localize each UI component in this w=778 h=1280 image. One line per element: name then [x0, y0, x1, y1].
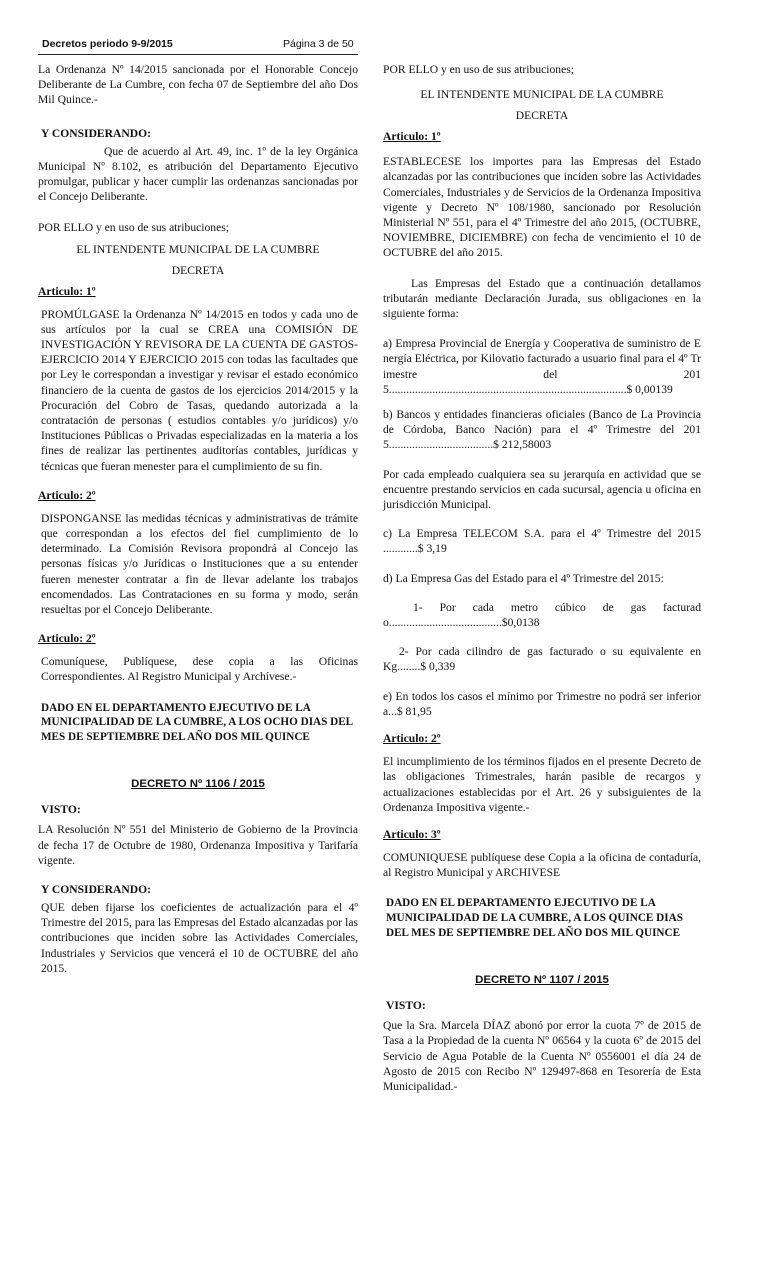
intendente-line: EL INTENDENTE MUNICIPAL DE LA CUMBRE — [76, 242, 320, 256]
article-1-text-right: ESTABLECESE los importes para las Empresas del Estado alcanzadas por las contribuciones que inciden sobre las Actividades Comerciales, Industriales y de Servicios de la Ordenanza Impositiva vigente y Decreto Nº 108/1980, sancionado por Resolución Ministerial Nº 551, para el 4º Trimestre del año 2015, (OCTUBRE, NOVIEMBRE, DICIEMBRE) con fecha de vencimiento el 10 de OCTUBRE del año 2015. — [383, 155, 701, 260]
visto-text-right: Que la Sra. Marcela DÍAZ abonó por error la cuota 7º de 2015 de Tasa a la Propiedad de la cuenta Nº 06564 y la cuota 6º de 2015 del Servicio de Agua Potable de la Cuenta Nº 0556001 el día 24 de Agosto de 2015 con Recibo Nº 129497-868 en Tesorería de Esta Municipalidad.- — [383, 1019, 701, 1093]
dado-block-right: DADO EN EL DEPARTAMENTO EJECUTIVO DE LA MUNICIPALIDAD DE LA CUMBRE, A LOS QUINCE DIAS DEL MES DE SEPTIEMBRE DEL AÑO DOS MIL QUINCE — [386, 897, 683, 939]
intendente-line-right: EL INTENDENTE MUNICIPAL DE LA CUMBRE — [420, 88, 664, 102]
visto-heading: VISTO: — [41, 803, 81, 817]
empleado-text: Por cada empleado cualquiera sea su jerarquía en actividad que se encuentre prestando servicios en cada sucursal, agencia u oficina en jurisdicción Municipal. — [383, 467, 701, 512]
right-column — [383, 62, 701, 1094]
decree-1107-title: DECRETO Nº 1107 / 2015 — [475, 974, 609, 987]
decreta-line: DECRETA — [171, 263, 225, 277]
left-column — [38, 60, 358, 976]
ordinance-intro: La Ordenanza Nº 14/2015 sancionada por el Honorable Concejo Deliberante de La Cumbre, con fecha 07 de Septiembre del año Dos Mil Quince.- — [38, 63, 358, 107]
item-d2: 2- Por cada cilindro de gas facturado o su equivalente en Kg........$ 0,339 — [383, 645, 701, 674]
page-number: Página 3 de 50 — [283, 38, 354, 50]
article-1-heading-right: Articulo: 1º — [383, 130, 441, 144]
considerando-heading-2: Y CONSIDERANDO: — [41, 883, 152, 897]
item-c: c) La Empresa TELECOM S.A. para el 4º Trimestre del 2015 ............$ 3,19 — [383, 527, 701, 556]
visto-heading-right: VISTO: — [386, 999, 426, 1013]
item-d1: 1- Por cada metro cúbico de gas facturado.......................................$0,0138 — [383, 600, 701, 630]
article-2-text-right: El incumplimiento de los términos fijados en el presente Decreto de las obligaciones Trimestrales, harán pasible de recargos y actualizaciones establecidas por el Art. 26 y subsiguientes de la Ordenanza Impositiva vigente.- — [383, 755, 701, 814]
article-3-heading: Articulo: 2º — [38, 632, 96, 646]
article-2-heading: Articulo: 2º — [38, 488, 96, 502]
article-2-heading-right: Articulo: 2º — [383, 732, 441, 746]
por-ello-text-right: POR ELLO y en uso de sus atribuciones; — [383, 63, 574, 76]
item-d: d) La Empresa Gas del Estado para el 4º Trimestre del 2015: — [383, 571, 664, 585]
item-e: e) En todos los casos el mínimo por Trimestre no podrá ser inferior a...$ 81,95 — [383, 689, 701, 718]
article-2-text: DISPONGANSE las medidas técnicas y administrativas de trámite que correspondan a los efectos del fiel cumplimiento de lo determinado. La Comisión Revisora propondrá al Concejo las personas físicas y/o Jurídicas o Instituciones que a su entender fueren menester contratar a fin de llevar adelante los trabajos encomendados. Las Contrataciones en su forma y modo, serán resueltas por el Concejo Deliberante. — [41, 511, 358, 617]
decree-1106-title: DECRETO Nº 1106 / 2015 — [131, 778, 265, 791]
dado-block: DADO EN EL DEPARTAMENTO EJECUTIVO DE LA MUNICIPALIDAD DE LA CUMBRE, A LOS OCHO DIAS DEL MES DE SEPTIEMBRE DEL AÑO DOS MIL QUINCE — [41, 701, 353, 743]
considerando-text: Que de acuerdo al Art. 49, inc. 1º de la ley Orgánica Municipal Nº 8.102, es atribución del Departamento Ejecutivo promulgar, publicar y hacer cumplir las ordenanzas sancionadas por el Concejo Deliberante. — [38, 144, 358, 204]
article-3-heading-right: Articulo: 3º — [383, 827, 441, 841]
page-header — [38, 36, 358, 55]
considerando-heading: Y CONSIDERANDO: — [41, 126, 152, 140]
visto-text: LA Resolución Nº 551 del Ministerio de Gobierno de la Provincia de fecha 17 de Octubre de 1980, Ordenanza Impositiva y Tarifaría vigente. — [38, 823, 358, 867]
article-3-text-right: COMUNIQUESE publíquese dese Copia a la oficina de contaduría, al Registro Municipal y ARCHIVESE — [383, 850, 701, 880]
decreta-line-right: DECRETA — [515, 109, 569, 123]
considerando-text-2: QUE deben fijarse los coeficientes de actualización para el 4º Trimestre del 2015, para las Empresas del Estado alcanzadas por las contribuciones que inciden sobre las Actividades Comerciales, Industriales y Servicios que vencerá el 10 de OCTUBRE del año 2015. — [41, 901, 358, 975]
article-1-heading: Articulo: 1º — [38, 284, 96, 298]
article-3-text: Comuníquese, Publíquese, dese copia a las Oficinas Correspondientes. Al Registro Municipal y Archívese.- — [41, 655, 358, 684]
item-a: a) Empresa Provincial de Energía y Cooperativa de suministro de Energía Eléctrica, por Kilovatio facturado a usuario final para el 4º Trimestre del 2015..................................................................................$ 0,00139 — [383, 337, 701, 396]
article-1-text: PROMÚLGASE la Ordenanza Nº 14/2015 en todos y cada uno de sus artículos por la cual se CREA una COMISIÓN DE INVESTIGACIÓN Y REVISORA DE LA CUENTA DE GASTOS- EJERCICIO 2014 Y EJERCICIO 2015 con todas las facultades que por Ley le correspondan a investigar y revisar el estado económico financiero de la cuenta de gastos de los ejercicios 2014/2015 y la Procuración del Cobro de Tasas, quedando autorizada a la contratación de personas ( estudios contables y/o jurídicos) y/o Instituciones Públicas o Privadas especializadas en la materia a los fines de realizar las pertinentes auditorías contables, jurídicas y técnicas que fueran menester para el cumplimiento de su fin. — [41, 307, 358, 473]
document-title: Decretos periodo 9-9/2015 — [42, 38, 173, 50]
por-ello-text: POR ELLO y en uso de sus atribuciones; — [38, 221, 229, 235]
item-b: b) Bancos y entidades financieras oficiales (Banco de La Provincia de Córdoba, Banco Nación) para el 4º Trimestre del 2015....................................$ 212,58003 — [383, 408, 701, 452]
empresas-text: Las Empresas del Estado que a continuación detallamos tributarán mediante Declaración Jurada, sus obligaciones en la siguiente forma: — [383, 276, 701, 321]
